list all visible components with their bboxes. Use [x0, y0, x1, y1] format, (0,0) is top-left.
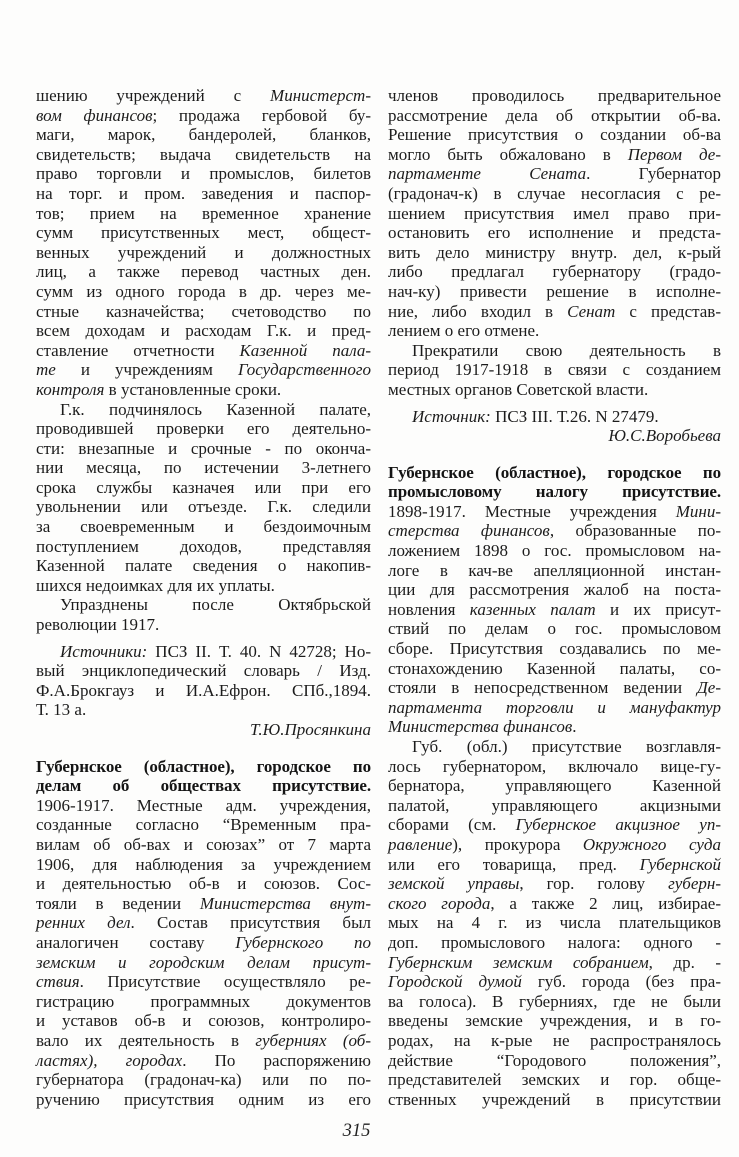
paragraph [36, 720, 371, 740]
paragraph [388, 426, 721, 446]
body-text: ручению присутствия одним из его [36, 1089, 371, 1109]
text-line [388, 426, 721, 446]
body-text: губернатора (градонач-ка) или по по- [36, 1070, 371, 1090]
body-text: Казенной палате сведения о накопив- [36, 556, 371, 576]
body-text: и деятельностью об-в и союзов. Сос- [36, 874, 371, 894]
paragraph [388, 86, 721, 341]
text-line [36, 576, 371, 596]
text-line [388, 223, 721, 243]
page-number: 315 [342, 1121, 371, 1141]
italic-text: Губернской [639, 854, 721, 874]
italic-text: Т.Ю.Просянкина [250, 720, 371, 739]
body-text: лиц, а также перевод частных ден. [36, 262, 371, 282]
text-line [36, 302, 371, 322]
text-line [36, 497, 371, 517]
body-text: 1906, для наблюдения за учреждением [36, 854, 371, 874]
italic-text: Министерства финансов [388, 717, 573, 737]
text-line [36, 106, 371, 126]
text-line [388, 1070, 721, 1090]
text-line [36, 855, 371, 875]
italic-text: ренних дел [36, 913, 131, 933]
text-line [36, 184, 371, 204]
text-line [36, 282, 371, 302]
body-text: Ф.А.Брокгауз и И.А.Ефрон. СПб.,1894. [36, 680, 371, 700]
text-line [36, 145, 371, 165]
body-text: лением о его отмене. [388, 321, 540, 341]
text-line [36, 796, 371, 816]
body-text: проводившей проверки его деятельно- [36, 419, 371, 439]
text-line [388, 321, 721, 341]
body-text: ва голоса). В губерниях, где не были [388, 991, 721, 1011]
text-line [388, 737, 721, 757]
text-line [388, 521, 721, 541]
body-text: либо предлагал губернатору (градо- [388, 262, 721, 282]
text-line [388, 1090, 721, 1110]
text-line [36, 874, 371, 894]
body-text: ции для рассмотрения жалоб на поста- [388, 580, 721, 600]
body-text: право торговли и промыслов, билетов [36, 164, 371, 184]
text-line [388, 698, 721, 718]
text-line [388, 282, 721, 302]
text-line [36, 815, 371, 835]
body-text: маги, марок, бандеролей, бланков, [36, 125, 371, 145]
text-line [36, 321, 371, 341]
body-text: ПСЗ III. Т.26. N 27479. [490, 406, 659, 426]
body-text: ние, либо входил в [388, 301, 568, 321]
text-line [388, 561, 721, 581]
text-line [388, 86, 721, 106]
body-text: вый энциклопедический словарь / Изд. [36, 661, 371, 681]
bold-text: Губернское (областное), городское по [388, 462, 721, 482]
italic-text: губерн- [668, 874, 721, 894]
italic-text: Казенной пала- [239, 340, 372, 360]
body-text: или его товарища, пред. [388, 854, 640, 874]
text-line [388, 1051, 721, 1071]
body-text: шению учреждений с [36, 86, 271, 105]
text-line [36, 953, 371, 973]
italic-text: Губернское акцизное уп- [515, 815, 721, 835]
body-text: Т. 13 а. [36, 700, 87, 720]
body-text: Решение присутствия о создании об-ва [388, 125, 721, 145]
text-line [388, 835, 721, 855]
text-line [36, 400, 371, 420]
text-line [36, 164, 371, 184]
body-text: сборе. Присутствия создавались по ме- [388, 639, 721, 659]
body-text: стонахождению Казенной палаты, со- [388, 658, 721, 678]
text-line [388, 933, 721, 953]
body-text: с представ- [615, 301, 721, 321]
italic-text: ского города [388, 893, 491, 913]
text-line [388, 1031, 721, 1051]
text-line [36, 537, 371, 557]
italic-text: губерниях (об- [255, 1030, 371, 1050]
body-text: . Состав присутствия был [130, 913, 371, 933]
body-text: венных учреждений и должностных [36, 242, 371, 262]
body-text: и их присут- [595, 599, 721, 619]
body-text: остановить его исполнение и предста- [388, 223, 721, 243]
body-text: ставление отчетности [36, 340, 240, 360]
text-line [36, 262, 371, 282]
text-line [388, 815, 721, 835]
body-text: местных органов Советской власти. [388, 379, 649, 399]
italic-text: Сенат [567, 301, 616, 321]
text-line [388, 106, 721, 126]
body-text: стояли в непосредственном ведении [388, 678, 697, 698]
body-text: , а также 2 лиц, избирае- [490, 893, 722, 913]
body-text: бернатора, управляющего Казенной [388, 776, 721, 796]
text-line [36, 933, 371, 953]
text-line [36, 992, 371, 1012]
body-text: (градонач-к) в случае несогласия с ре- [388, 183, 721, 203]
text-line [36, 243, 371, 263]
text-line [388, 659, 721, 679]
text-line [388, 463, 721, 483]
body-text: сборами (см. [388, 815, 516, 835]
body-text: гистрацию программных документов [36, 991, 371, 1011]
italic-text: земской управы [388, 874, 520, 894]
body-text: 1898-1917. Местные учреждения [388, 501, 676, 521]
italic-text: Министерства внут- [199, 893, 371, 913]
body-text: сумм присутственных мест, общест- [36, 223, 371, 243]
text-line [388, 874, 721, 894]
body-text: ), прокурора [452, 834, 583, 854]
text-line [36, 478, 371, 498]
italic-text: Государственного [237, 360, 371, 380]
text-line [36, 419, 371, 439]
text-line [388, 796, 721, 816]
body-text: сти: внезапные и срочные - по оконча- [36, 438, 371, 458]
body-text: свидетельств; выдача свидетельств на [36, 144, 371, 164]
text-line [388, 639, 721, 659]
body-text: . [572, 717, 577, 737]
text-line [36, 556, 371, 576]
body-text: поступлением доходов, представляя [36, 536, 371, 556]
paragraph [388, 341, 721, 400]
body-text: за своевременным и бездоимочным [36, 517, 371, 537]
text-line [388, 580, 721, 600]
paragraph [36, 86, 371, 400]
body-text: новления [388, 599, 470, 619]
body-text: шихся недоимках для их уплаты. [36, 575, 275, 595]
body-text: Прекратили свою деятельность в [412, 340, 721, 360]
italic-text: Окружного суда [582, 834, 721, 854]
body-text: стные казначейства; счетоводство по [36, 301, 371, 321]
body-text: , гор. голову [519, 874, 669, 894]
italic-text: партаменте Сената [388, 164, 587, 184]
text-line [36, 223, 371, 243]
text-line [36, 720, 371, 740]
text-line [36, 1031, 371, 1051]
text-line [388, 776, 721, 796]
body-text: тов; прием на временное хранение [36, 203, 371, 223]
body-text: увольнении или отъезде. Г.к. следили [36, 497, 371, 517]
bold-text: Губернское (областное), городское по [36, 756, 371, 776]
body-text: вилам об об-вах и союзах” от 7 марта [36, 834, 371, 854]
text-line [388, 541, 721, 561]
text-line [388, 619, 721, 639]
text-line [388, 302, 721, 322]
paragraph [388, 407, 721, 427]
italic-text: вом финансов [36, 105, 153, 125]
text-line [36, 681, 371, 701]
paragraph [36, 595, 371, 634]
text-line [388, 855, 721, 875]
body-text: ствий по делам о гос. промысловом [388, 619, 721, 639]
text-line [388, 243, 721, 263]
italic-text: Первом де- [627, 144, 721, 164]
body-text: палатой, управляющего акцизными [388, 795, 721, 815]
text-line [36, 1070, 371, 1090]
body-text: шением присутствия имел право при- [388, 203, 721, 223]
body-text: логе в кач-ве апелляционной инстан- [388, 560, 721, 580]
body-text: 1906-1917. Местные адм. учреждения, [36, 795, 371, 815]
text-line [388, 894, 721, 914]
body-text: срока службы казначея или при его [36, 477, 371, 497]
text-line [36, 86, 371, 106]
body-text: родах, на к-рые не распространялось [388, 1030, 721, 1050]
italic-text: ластях), городах [36, 1050, 183, 1070]
text-line [388, 145, 721, 165]
body-text: ложением 1898 о гос. промысловом на- [388, 541, 721, 561]
text-line [36, 757, 371, 777]
body-text: ПСЗ II. Т. 40. N 42728; Но- [147, 641, 371, 661]
text-line [388, 600, 721, 620]
text-line [36, 1011, 371, 1031]
italic-text: Министерст- [270, 86, 371, 105]
paragraph [388, 463, 721, 737]
italic-text: Источники: [60, 641, 148, 661]
text-line [36, 341, 371, 361]
text-line [36, 360, 371, 380]
text-line [36, 380, 371, 400]
text-line [36, 1090, 371, 1110]
text-line [36, 439, 371, 459]
body-text: , образованные по- [549, 521, 721, 541]
text-line [36, 700, 371, 720]
text-line [388, 184, 721, 204]
text-line [388, 913, 721, 933]
body-text: всем доходам и расходам Г.к. и пред- [36, 321, 371, 341]
body-text: революции 1917. [36, 615, 160, 635]
body-text: . По распоряжению [182, 1050, 372, 1070]
text-line [388, 992, 721, 1012]
paragraph [388, 737, 721, 1109]
text-line [388, 204, 721, 224]
italic-text: Ю.С.Воробьева [608, 426, 721, 446]
text-line [388, 972, 721, 992]
text-line [388, 262, 721, 282]
body-text: ственных учреждений в присутствии [388, 1089, 721, 1109]
text-line [388, 407, 721, 427]
body-text: могло быть обжаловано в [388, 144, 628, 164]
text-line [36, 204, 371, 224]
body-text: вить дело министру внутр. дел, к-рый [388, 242, 721, 262]
text-line [388, 380, 721, 400]
italic-text: контроля [36, 379, 105, 399]
italic-text: равление [388, 834, 453, 854]
text-line [388, 482, 721, 502]
text-line [36, 642, 371, 662]
text-line [388, 717, 721, 737]
text-line [388, 125, 721, 145]
body-text: Губ. (обл.) присутствие возглавля- [412, 737, 721, 756]
italic-text: ствия [36, 972, 80, 992]
body-text: введены земские учреждения, и в го- [388, 1011, 721, 1031]
text-line [36, 972, 371, 992]
italic-text: стерства финансов [388, 521, 550, 541]
text-line [388, 502, 721, 522]
text-line [36, 615, 371, 635]
italic-text: те [36, 360, 56, 380]
body-text: вало их деятельность в [36, 1030, 256, 1050]
text-line [36, 595, 371, 615]
left-column [36, 86, 371, 1109]
body-text: Г.к. подчинялось Казенной палате, [60, 399, 371, 419]
body-text: представителей земских и гор. обще- [388, 1070, 721, 1090]
text-line [388, 360, 721, 380]
text-line [388, 953, 721, 973]
body-text: ; продажа гербовой бу- [152, 105, 372, 125]
paragraph [36, 400, 371, 596]
italic-text: Мини- [675, 501, 721, 521]
body-text: лось губернатором, включало вице-гу- [388, 756, 721, 776]
italic-text: Источник: [412, 406, 491, 426]
text-line [36, 661, 371, 681]
italic-text: земским и городским делам присут- [36, 952, 371, 972]
right-column [388, 86, 721, 1109]
italic-text: Городской думой [388, 972, 522, 992]
text-line [36, 776, 371, 796]
bold-text: делам об обществах присутствие. [36, 776, 371, 796]
body-text: губ. города (без пра- [521, 972, 721, 992]
text-line [388, 164, 721, 184]
text-line [388, 678, 721, 698]
body-text: мых на 4 г. из числа плательщиков [388, 913, 721, 933]
body-text: и уставов об-в и союзов, контролиро- [36, 1011, 371, 1031]
body-text: созданные согласно “Временным пра- [36, 815, 371, 835]
text-line [36, 458, 371, 478]
text-line [36, 1051, 371, 1071]
body-text: и учреждениям [55, 360, 238, 380]
body-text: , др. - [648, 952, 721, 972]
body-text: нач-ку) привести решение в исполне- [388, 281, 721, 301]
italic-text: Губернского по [235, 932, 372, 952]
italic-text: казенных палат [469, 599, 596, 619]
body-text: период 1917-1918 в связи с созданием [388, 360, 721, 380]
body-text: членов проводилось предварительное [388, 86, 721, 105]
italic-text: партамента торговли и мануфактур [388, 697, 721, 717]
text-line [388, 757, 721, 777]
text-line [36, 913, 371, 933]
body-text: аналогичен составу [36, 932, 236, 952]
italic-text: Де- [696, 678, 721, 698]
paragraph [36, 642, 371, 720]
body-text: . Губернатор [586, 164, 721, 184]
text-line [36, 894, 371, 914]
body-text: действие “Городового положения”, [388, 1050, 721, 1070]
text-line [36, 517, 371, 537]
body-text: рассмотрение дела об открытии об-ва. [388, 105, 721, 125]
body-text: Упразднены после Октябрьской [60, 595, 371, 615]
body-text: тояли в ведении [36, 893, 200, 913]
body-text: доп. промыслового налога: одного - [388, 932, 721, 952]
text-line [388, 341, 721, 361]
bold-text: промысловому налогу присутствие. [388, 482, 721, 502]
paragraph [36, 757, 371, 1110]
text-line [36, 835, 371, 855]
body-text: сумм из одного города в др. через ме- [36, 281, 371, 301]
text-line [388, 1011, 721, 1031]
body-text: . Присутствие осуществляло ре- [79, 972, 371, 992]
body-text: в установленные сроки. [104, 379, 282, 399]
text-line [36, 125, 371, 145]
body-text: на торг. и пром. заведения и паспор- [36, 183, 371, 203]
body-text: нии месяца, по истечении 3-летнего [36, 458, 371, 478]
italic-text: Губернским земским собранием [388, 952, 649, 972]
